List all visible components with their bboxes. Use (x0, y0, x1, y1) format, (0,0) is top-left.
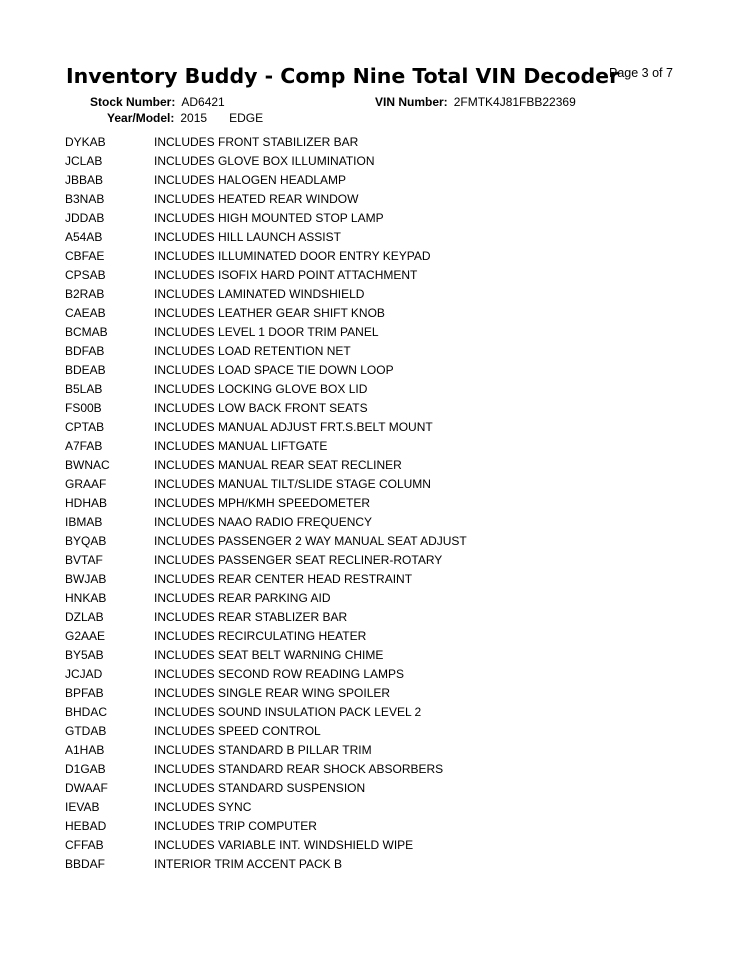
year-value: 2015 (180, 111, 208, 125)
option-row (65, 607, 685, 626)
option-description: INCLUDES GLOVE BOX ILLUMINATION (154, 153, 375, 168)
option-description: INCLUDES LEVEL 1 DOOR TRIM PANEL (154, 324, 379, 339)
option-code: BWNAC (65, 457, 110, 472)
option-description: INCLUDES SPEED CONTROL (154, 723, 321, 738)
option-code: BHDAC (65, 704, 108, 719)
option-code: A54AB (65, 229, 103, 244)
option-code: DZLAB (65, 609, 104, 624)
option-code: A7FAB (65, 438, 103, 453)
option-code: BCMAB (65, 324, 108, 339)
option-description: INCLUDES SEAT BELT WARNING CHIME (154, 647, 384, 662)
option-description: INCLUDES REAR STABLIZER BAR (154, 609, 348, 624)
option-code: HEBAD (65, 818, 107, 833)
option-row (65, 265, 685, 284)
option-code: A1HAB (65, 742, 105, 757)
option-description: INCLUDES LOAD SPACE TIE DOWN LOOP (154, 362, 394, 377)
option-description: INCLUDES LOCKING GLOVE BOX LID (154, 381, 368, 396)
option-code: FS00B (65, 400, 102, 415)
option-description: INCLUDES NAAO RADIO FREQUENCY (154, 514, 373, 529)
option-row (65, 303, 685, 322)
option-code: DYKAB (65, 134, 106, 149)
option-row (65, 683, 685, 702)
option-description: INCLUDES LAMINATED WINDSHIELD (154, 286, 365, 301)
option-row (65, 341, 685, 360)
option-code: JCJAD (65, 666, 103, 681)
option-description: INCLUDES MPH/KMH SPEEDOMETER (154, 495, 371, 510)
option-row (65, 151, 685, 170)
option-description: INCLUDES REAR PARKING AID (154, 590, 331, 605)
option-row (65, 227, 685, 246)
option-row (65, 797, 685, 816)
vin-number-field (375, 95, 576, 109)
option-row (65, 835, 685, 854)
option-description: INCLUDES REAR CENTER HEAD RESTRAINT (154, 571, 413, 586)
option-row (65, 360, 685, 379)
option-code-list (65, 132, 685, 873)
option-description: INCLUDES RECIRCULATING HEATER (154, 628, 367, 643)
option-code: GRAAF (65, 476, 107, 491)
option-row (65, 531, 685, 550)
option-description: INCLUDES MANUAL REAR SEAT RECLINER (154, 457, 402, 472)
report-title: Inventory Buddy - Comp Nine Total VIN Decoder (66, 64, 620, 88)
stock-number-value: AD6421 (181, 95, 225, 109)
option-row (65, 816, 685, 835)
option-description: INCLUDES LEATHER GEAR SHIFT KNOB (154, 305, 385, 320)
option-code: BVTAF (65, 552, 103, 567)
option-description: INCLUDES VARIABLE INT. WINDSHIELD WIPE (154, 837, 414, 852)
option-row (65, 284, 685, 303)
option-code: CFFAB (65, 837, 104, 852)
option-row (65, 246, 685, 265)
option-code: GTDAB (65, 723, 107, 738)
option-code: D1GAB (65, 761, 106, 776)
option-row (65, 417, 685, 436)
option-code: BDEAB (65, 362, 106, 377)
option-description: INTERIOR TRIM ACCENT PACK B (154, 856, 343, 871)
option-row (65, 379, 685, 398)
option-row (65, 588, 685, 607)
option-description: INCLUDES HEATED REAR WINDOW (154, 191, 359, 206)
option-code: JDDAB (65, 210, 105, 225)
option-code: HNKAB (65, 590, 107, 605)
option-description: INCLUDES HALOGEN HEADLAMP (154, 172, 347, 187)
option-code: IBMAB (65, 514, 103, 529)
option-code: B2RAB (65, 286, 105, 301)
option-row (65, 550, 685, 569)
model-value: EDGE (229, 111, 264, 125)
stock-number-label: Stock Number: (90, 95, 176, 109)
option-code: BDFAB (65, 343, 105, 358)
option-code: B5LAB (65, 381, 103, 396)
option-description: INCLUDES SYNC (154, 799, 252, 814)
option-code: BYQAB (65, 533, 107, 548)
option-row (65, 208, 685, 227)
option-code: CPTAB (65, 419, 105, 434)
option-code: BBDAF (65, 856, 106, 871)
option-row (65, 569, 685, 588)
option-description: INCLUDES FRONT STABILIZER BAR (154, 134, 359, 149)
option-description: INCLUDES HIGH MOUNTED STOP LAMP (154, 210, 384, 225)
option-row (65, 512, 685, 531)
option-code: JBBAB (65, 172, 104, 187)
option-description: INCLUDES HILL LAUNCH ASSIST (154, 229, 341, 244)
option-description: INCLUDES ILLUMINATED DOOR ENTRY KEYPAD (154, 248, 431, 263)
option-row (65, 132, 685, 151)
vin-number-label: VIN Number: (375, 95, 448, 109)
option-code: BPFAB (65, 685, 104, 700)
page-number: Page 3 of 7 (609, 66, 673, 80)
option-row (65, 170, 685, 189)
option-description: INCLUDES TRIP COMPUTER (154, 818, 317, 833)
option-row (65, 189, 685, 208)
option-description: INCLUDES STANDARD SUSPENSION (154, 780, 366, 795)
option-description: INCLUDES SECOND ROW READING LAMPS (154, 666, 405, 681)
option-row (65, 721, 685, 740)
option-row (65, 740, 685, 759)
option-code: DWAAF (65, 780, 108, 795)
option-description: INCLUDES STANDARD B PILLAR TRIM (154, 742, 372, 757)
option-code: BWJAB (65, 571, 107, 586)
option-code: B3NAB (65, 191, 105, 206)
option-row (65, 322, 685, 341)
option-description: INCLUDES LOAD RETENTION NET (154, 343, 351, 358)
option-row (65, 778, 685, 797)
year-model-field (107, 111, 263, 125)
option-code: IEVAB (65, 799, 100, 814)
option-description: INCLUDES STANDARD REAR SHOCK ABSORBERS (154, 761, 444, 776)
option-code: G2AAE (65, 628, 106, 643)
option-row (65, 702, 685, 721)
vin-number-value: 2FMTK4J81FBB22369 (453, 95, 576, 109)
option-row (65, 436, 685, 455)
option-code: HDHAB (65, 495, 108, 510)
option-description: INCLUDES PASSENGER SEAT RECLINER-ROTARY (154, 552, 443, 567)
option-description: INCLUDES LOW BACK FRONT SEATS (154, 400, 368, 415)
option-description: INCLUDES ISOFIX HARD POINT ATTACHMENT (154, 267, 418, 282)
option-code: CAEAB (65, 305, 106, 320)
option-description: INCLUDES MANUAL ADJUST FRT.S.BELT MOUNT (154, 419, 433, 434)
option-description: INCLUDES SINGLE REAR WING SPOILER (154, 685, 391, 700)
option-description: INCLUDES PASSENGER 2 WAY MANUAL SEAT ADJUST (154, 533, 467, 548)
stock-number-field (90, 95, 225, 109)
option-code: BY5AB (65, 647, 104, 662)
option-row (65, 474, 685, 493)
option-description: INCLUDES SOUND INSULATION PACK LEVEL 2 (154, 704, 422, 719)
option-row (65, 626, 685, 645)
option-code: CPSAB (65, 267, 106, 282)
option-row (65, 854, 685, 873)
year-model-label: Year/Model: (107, 111, 175, 125)
option-row (65, 759, 685, 778)
option-row (65, 664, 685, 683)
option-code: CBFAE (65, 248, 105, 263)
option-row (65, 493, 685, 512)
option-row (65, 645, 685, 664)
option-code: JCLAB (65, 153, 103, 168)
option-description: INCLUDES MANUAL TILT/SLIDE STAGE COLUMN (154, 476, 431, 491)
option-description: INCLUDES MANUAL LIFTGATE (154, 438, 328, 453)
option-row (65, 455, 685, 474)
option-row (65, 398, 685, 417)
